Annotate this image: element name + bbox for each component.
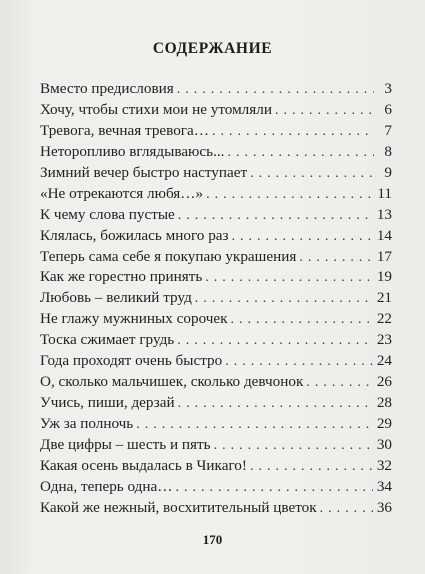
toc-entry-title: Теперь сама себе я покупаю украшения bbox=[40, 247, 297, 265]
dot-leader bbox=[320, 499, 373, 520]
toc-entry-page: 14 bbox=[376, 226, 392, 244]
toc-entry-title: Какая осень выдалась в Чикаго! bbox=[40, 456, 247, 474]
dot-leader bbox=[225, 352, 373, 373]
toc-entry-title: Как же горестно принять bbox=[40, 268, 203, 286]
toc-entry-title: Любовь – великий труд bbox=[40, 289, 192, 307]
toc-entry bbox=[40, 100, 392, 121]
dot-leader bbox=[306, 373, 372, 394]
dot-leader bbox=[231, 310, 373, 331]
toc-entry bbox=[40, 205, 392, 226]
toc-entry-page: 13 bbox=[376, 205, 392, 223]
toc-entry bbox=[40, 351, 392, 372]
toc-entry bbox=[40, 288, 392, 309]
toc-entry bbox=[40, 163, 392, 184]
toc-entry-title: «Не отрекаются любя…» bbox=[40, 184, 204, 202]
toc-entry bbox=[40, 414, 392, 435]
dot-leader bbox=[178, 206, 373, 227]
toc-entry-page: 17 bbox=[376, 247, 392, 265]
dot-leader bbox=[177, 80, 374, 101]
toc-entry bbox=[40, 393, 392, 414]
toc-entry bbox=[40, 372, 392, 393]
dot-leader bbox=[205, 268, 373, 289]
toc-entry-title: Две цифры – шесть и пять bbox=[40, 435, 211, 453]
toc-entry bbox=[40, 142, 392, 163]
toc-entry bbox=[40, 456, 392, 477]
toc-entry-page: 3 bbox=[384, 80, 392, 97]
toc-entry-title: Тоска сжимает грудь bbox=[40, 331, 175, 349]
toc-entry bbox=[40, 121, 392, 142]
toc-entry-title: Тревога, вечная тревога… bbox=[40, 121, 209, 139]
toc-entry-title: Неторопливо вглядываюсь... bbox=[40, 142, 225, 160]
toc-entry-page: 7 bbox=[384, 121, 392, 139]
toc-entry-title: Вместо предисловия bbox=[40, 80, 174, 97]
toc-entry-page: 30 bbox=[376, 435, 392, 453]
toc-entry-page: 11 bbox=[377, 184, 392, 202]
toc-entry bbox=[40, 247, 392, 268]
toc-entry-page: 29 bbox=[376, 415, 392, 432]
toc-entry-title: Одна, теперь одна… bbox=[40, 477, 173, 495]
table-of-contents bbox=[40, 79, 392, 519]
toc-entry-page: 23 bbox=[376, 331, 392, 349]
toc-entry-title: Года проходят очень быстро bbox=[40, 352, 223, 370]
dot-leader bbox=[195, 289, 373, 310]
toc-entry-page: 6 bbox=[384, 100, 392, 118]
toc-entry-title: Клялась, божилась много раз bbox=[40, 226, 229, 244]
toc-entry bbox=[40, 79, 392, 100]
toc-entry bbox=[40, 498, 392, 519]
dot-leader bbox=[250, 164, 374, 185]
toc-entry-title: Какой же нежный, восхитительный цветок bbox=[40, 498, 317, 516]
toc-entry-page: 8 bbox=[384, 142, 392, 160]
toc-entry bbox=[40, 184, 392, 205]
dot-leader bbox=[214, 436, 373, 457]
toc-entry-title: Не глажу мужниных сорочек bbox=[40, 310, 228, 328]
toc-entry-page: 9 bbox=[384, 163, 392, 181]
toc-entry bbox=[40, 309, 392, 330]
toc-entry bbox=[40, 226, 392, 247]
toc-entry-page: 21 bbox=[376, 289, 392, 307]
toc-entry-page: 26 bbox=[376, 373, 392, 391]
toc-entry-page: 24 bbox=[376, 352, 392, 370]
toc-entry-page: 32 bbox=[376, 456, 392, 474]
dot-leader bbox=[227, 143, 374, 164]
dot-leader bbox=[275, 101, 374, 122]
dot-leader bbox=[232, 227, 373, 248]
dot-leader bbox=[177, 331, 373, 352]
toc-entry-page: 36 bbox=[376, 498, 392, 516]
toc-entry bbox=[40, 435, 392, 456]
toc-entry bbox=[40, 330, 392, 351]
toc-entry bbox=[40, 477, 392, 498]
dot-leader bbox=[206, 185, 373, 206]
toc-entry-title: Уж за полночь bbox=[40, 415, 134, 432]
toc-entry-title: О, сколько мальчишек, сколько девчонок bbox=[40, 373, 304, 391]
dot-leader bbox=[212, 122, 374, 143]
toc-entry-title: Хочу, чтобы стихи мои не утомляли bbox=[40, 100, 272, 118]
dot-leader bbox=[299, 248, 372, 269]
page-number: 170 bbox=[202, 532, 223, 547]
toc-entry-title: Учись, пиши, дерзай bbox=[40, 394, 175, 412]
toc-entry-page: 19 bbox=[376, 268, 392, 286]
toc-entry-page: 22 bbox=[376, 310, 392, 328]
dot-leader bbox=[136, 415, 373, 436]
toc-entry bbox=[40, 267, 392, 288]
toc-entry-page: 34 bbox=[376, 477, 392, 495]
toc-entry-title: Зимний вечер быстро наступает bbox=[40, 163, 248, 181]
dot-leader bbox=[175, 478, 372, 499]
toc-entry-page: 28 bbox=[376, 394, 392, 412]
dot-leader bbox=[250, 457, 373, 478]
toc-entry-title: К чему слова пустые bbox=[40, 205, 175, 223]
page-title: СОДЕРЖАНИЕ bbox=[152, 40, 273, 57]
dot-leader bbox=[178, 394, 373, 415]
